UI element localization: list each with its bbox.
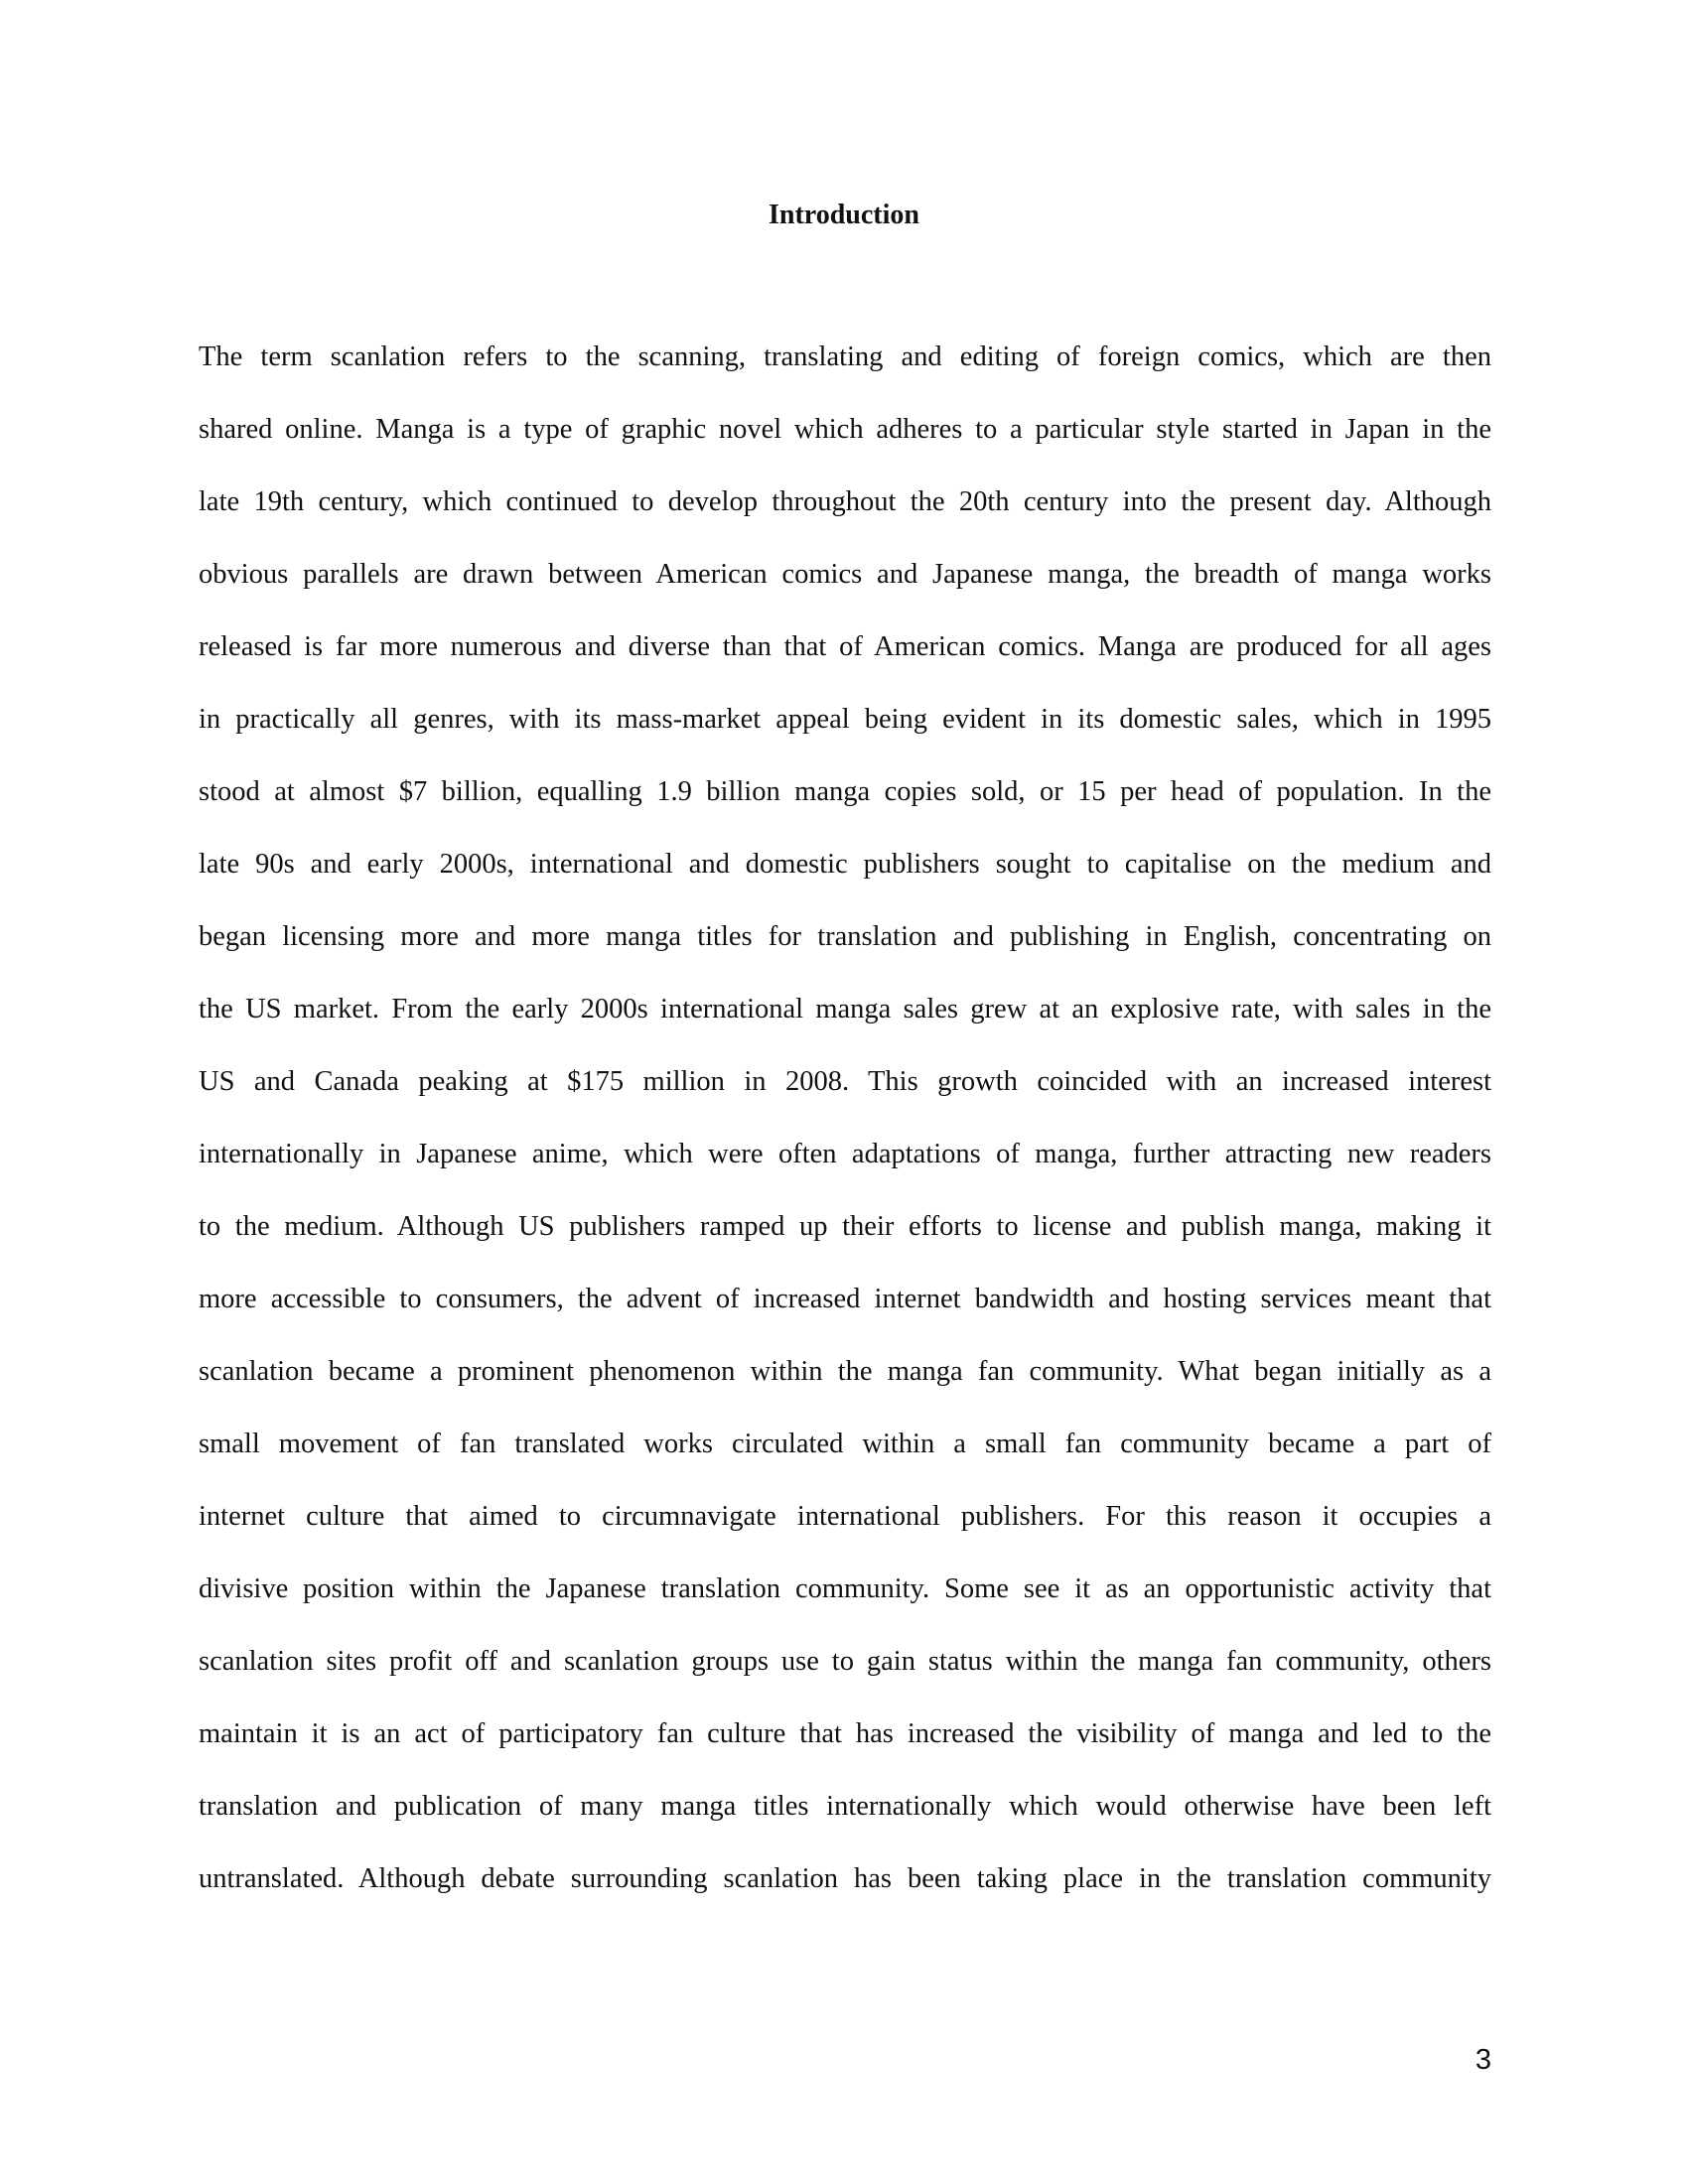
text-line: translation and publication of many manga titles internationally which would otherwise have been left xyxy=(199,1791,1491,1822)
text-line: more accessible to consumers, the advent of increased internet bandwidth and hosting services meant that xyxy=(199,1284,1491,1314)
text-line: scanlation became a prominent phenomenon within the manga fan community. What began initially as a xyxy=(199,1356,1491,1387)
text-line: to the medium. Although US publishers ramped up their efforts to license and publish manga, making it xyxy=(199,1211,1491,1242)
section-heading: Introduction xyxy=(769,200,919,230)
text-line: late 90s and early 2000s, international and domestic publishers sought to capitalise on the medium and xyxy=(199,849,1491,880)
text-line: obvious parallels are drawn between American comics and Japanese manga, the breadth of manga works xyxy=(199,559,1491,590)
text-line: shared online. Manga is a type of graphic novel which adheres to a particular style started in Japan in the xyxy=(199,414,1491,445)
page-number: 3 xyxy=(1475,2044,1491,2076)
text-line: stood at almost $7 billion, equalling 1.9 billion manga copies sold, or 15 per head of population. In the xyxy=(199,776,1491,807)
text-line: divisive position within the Japanese translation community. Some see it as an opportunistic activity that xyxy=(199,1573,1491,1604)
text-line: in practically all genres, with its mass-market appeal being evident in its domestic sales, which in 1995 xyxy=(199,704,1491,735)
text-line: maintain it is an act of participatory fan culture that has increased the visibility of manga and led to the xyxy=(199,1718,1491,1749)
text-line: untranslated. Although debate surrounding scanlation has been taking place in the translation community xyxy=(199,1863,1491,1894)
body-paragraph xyxy=(199,338,1491,1932)
text-line: small movement of fan translated works circulated within a small fan community became a part of xyxy=(199,1429,1491,1459)
text-line: internationally in Japanese anime, which were often adaptations of manga, further attracting new readers xyxy=(199,1139,1491,1169)
text-line: began licensing more and more manga titles for translation and publishing in English, concentrating on xyxy=(199,921,1491,952)
text-line: the US market. From the early 2000s international manga sales grew at an explosive rate, with sales in the xyxy=(199,994,1491,1024)
text-line: US and Canada peaking at $175 million in 2008. This growth coincided with an increased interest xyxy=(199,1066,1491,1097)
text-line: scanlation sites profit off and scanlation groups use to gain status within the manga fan community, others xyxy=(199,1646,1491,1677)
text-line: The term scanlation refers to the scanning, translating and editing of foreign comics, which are then xyxy=(199,341,1491,372)
text-line: late 19th century, which continued to develop throughout the 20th century into the present day. Although xyxy=(199,486,1491,517)
text-line: released is far more numerous and diverse than that of American comics. Manga are produced for all ages xyxy=(199,631,1491,662)
text-line: internet culture that aimed to circumnavigate international publishers. For this reason it occupies a xyxy=(199,1501,1491,1532)
